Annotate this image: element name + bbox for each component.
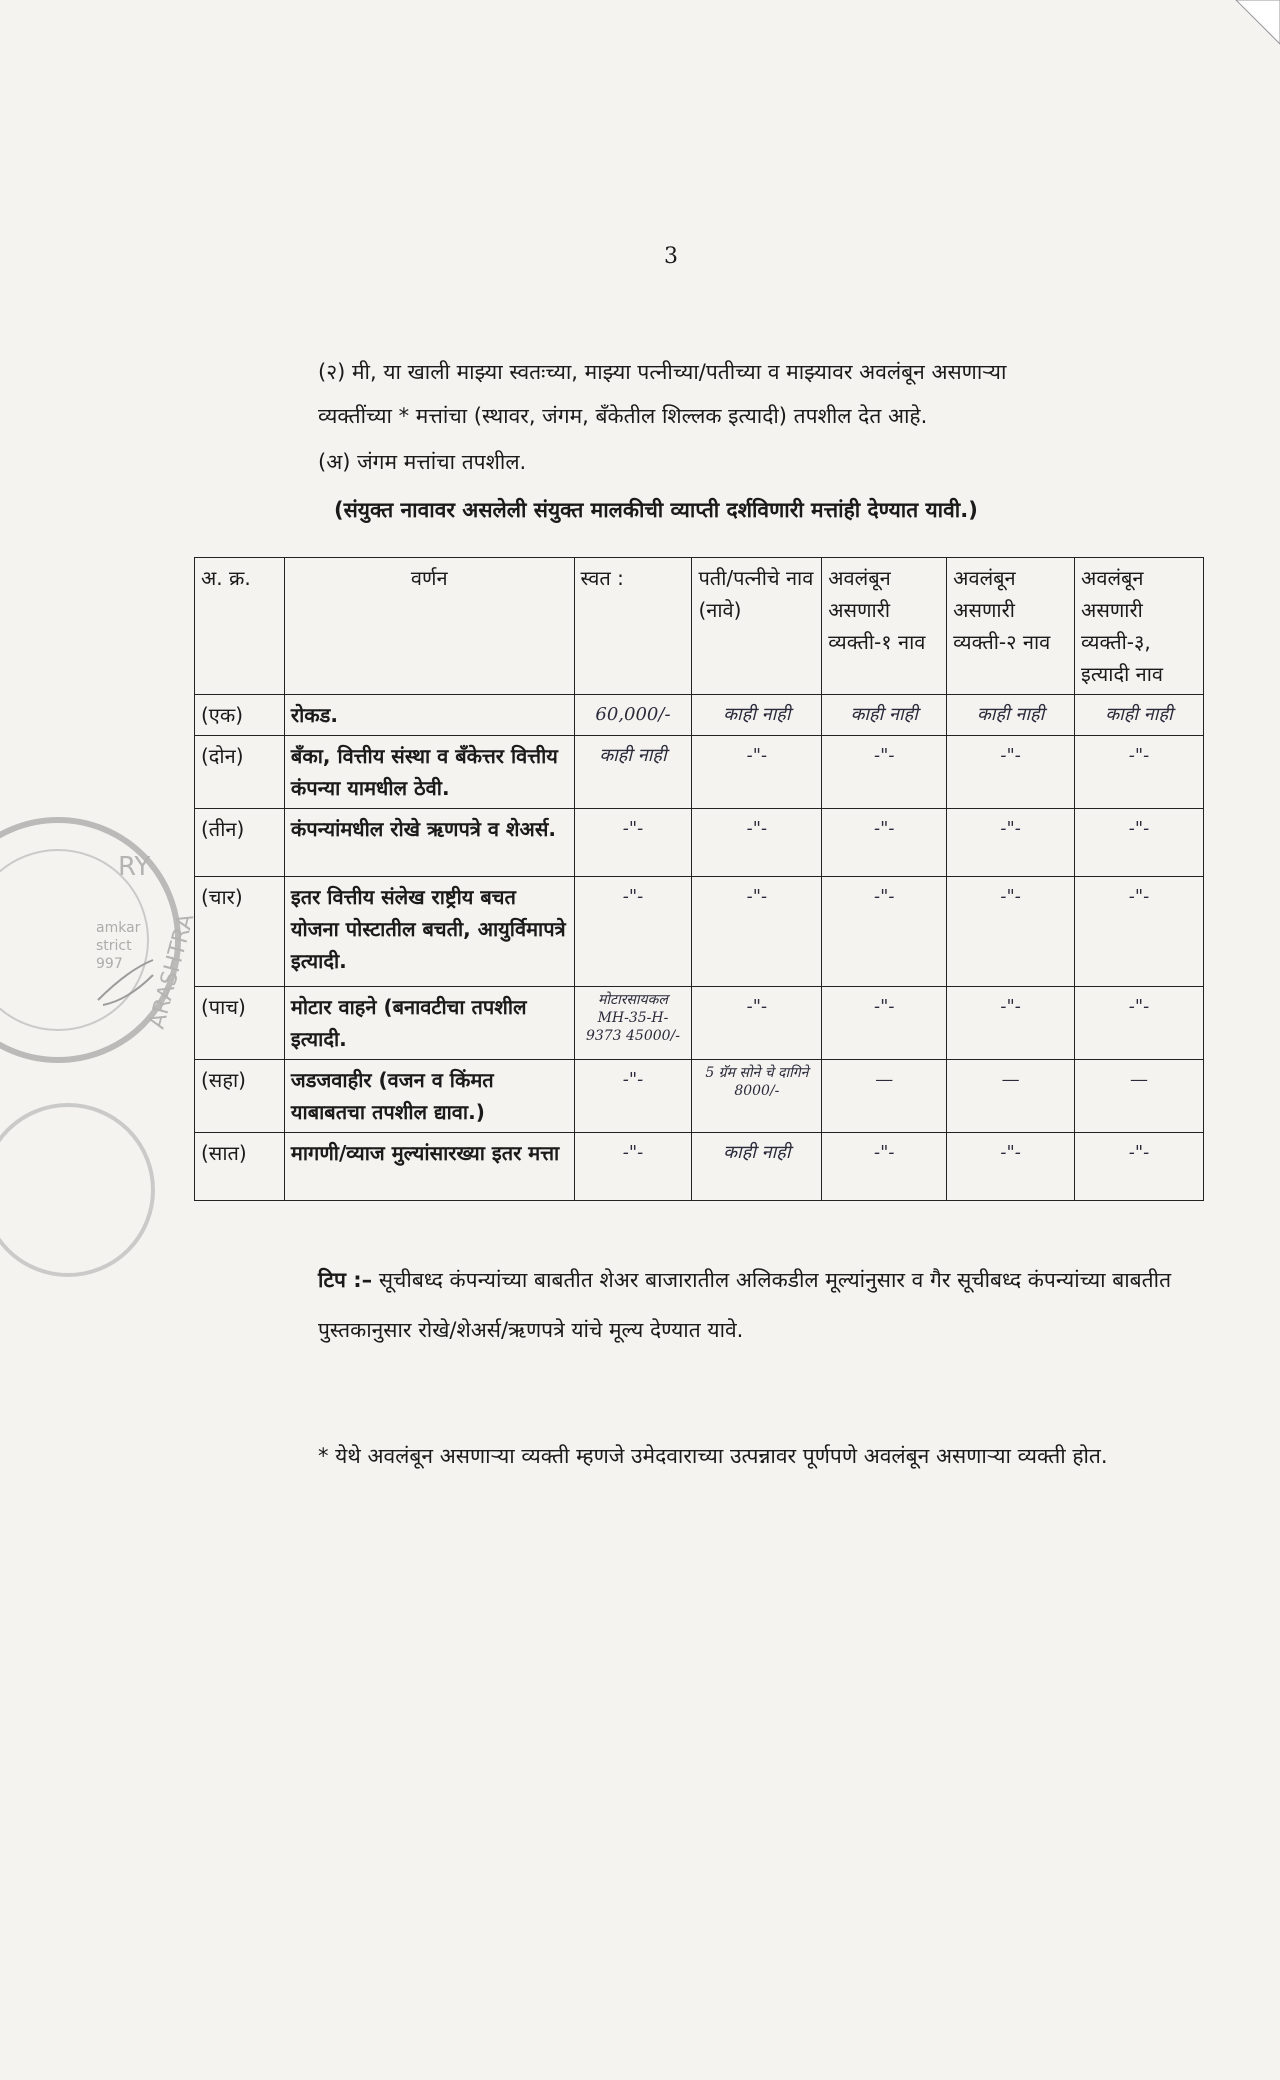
footnote: * येथे अवलंबून असणाऱ्या व्यक्ती म्हणजे उमेदवाराच्या उत्पन्नावर पूर्णपणे अवलंबून असणाऱ्या व्यक्ती होत. [318,1444,1108,1468]
row-dep3-value: -"- [1075,877,1204,987]
row-dep3-value: -"- [1075,987,1204,1060]
row-description: जडजवाहीर (वजन व किंमत याबाबतचा तपशील द्यावा.) [284,1060,574,1133]
row-dep2-value: -"- [947,1133,1075,1201]
folded-corner [1236,0,1280,44]
row-dep1-value: -"- [822,1133,947,1201]
row-dep1-value: — [822,1060,947,1133]
stamp-line-1: amkar [96,920,141,936]
row-spouse-value: काही नाही [692,1133,822,1201]
row-spouse-value: काही नाही [692,695,822,736]
row-dep3-value: -"- [1075,1133,1204,1201]
row-description: रोकड. [284,695,574,736]
header-dependent-2: अवलंबून असणारी व्यक्ती-२ नाव [947,558,1075,695]
intro-line-1: (२) मी, या खाली माझ्या स्वतःच्या, माझ्या पत्नीच्या/पतीच्या व माझ्यावर अवलंबून असणाऱ्या [318,360,1007,384]
table-row [195,1133,1204,1201]
table-row [195,695,1204,736]
row-description: इतर वित्तीय संलेख राष्ट्रीय बचत योजना पोस्टातील बचती, आयुर्विमापत्रे इत्यादी. [284,877,574,987]
header-dependent-3: अवलंबून असणारी व्यक्ती-३, इत्यादी नाव [1075,558,1204,695]
table-row [195,809,1204,877]
row-spouse-value: -"- [692,987,822,1060]
table-header-row [195,558,1204,695]
table-row [195,987,1204,1060]
stamp-line-2: strict [96,938,132,954]
row-dep2-value: — [947,1060,1075,1133]
tip-note [318,1255,1218,1355]
header-spouse: पती/पत्नीचे नाव (नावे) [692,558,822,695]
row-dep3-value: — [1075,1060,1204,1133]
movable-assets-table [194,557,1204,1201]
intro-line-2: व्यक्तींच्या * मत्तांचा (स्थावर, जंगम, बँकेतील शिल्लक इत्यादी) तपशील देत आहे. [318,404,928,428]
tip-text: सूचीबध्द कंपन्यांच्या बाबतीत शेअर बाजारातील अलिकडील मूल्यांनुसार व गैर सूचीबध्द कंपन्यांच्या बाबतीत पुस्तकानुसार रोखे/शेअर्स/ऋणपत्रे यांचे मूल्य देण्यात यावे. [318,1268,1172,1342]
stamp-text-side: ARASHTRA [144,911,200,1032]
row-dep2-value: -"- [947,809,1075,877]
row-dep3-value: काही नाही [1075,695,1204,736]
row-dep1-value: -"- [822,736,947,809]
row-self-value: 60,000/- [574,695,692,736]
official-stamp [8,800,200,1280]
row-serial: (पाच) [195,987,285,1060]
row-dep2-value: -"- [947,987,1075,1060]
row-self-value: -"- [574,1133,692,1201]
row-description: बँका, वित्तीय संस्था व बँकेत्तर वित्तीय कंपन्या यामधील ठेवी. [284,736,574,809]
header-self: स्वत : [574,558,692,695]
row-self-value: -"- [574,809,692,877]
row-dep3-value: -"- [1075,736,1204,809]
header-description: वर्णन [284,558,574,695]
row-self-value: मोटारसायकल MH-35-H-9373 45000/- [574,987,692,1060]
row-serial: (एक) [195,695,285,736]
row-description: कंपन्यांमधील रोखे ऋणपत्रे व शेअर्स. [284,809,574,877]
header-serial: अ. क्र. [195,558,285,695]
intro-paragraph [318,350,1218,438]
row-serial: (चार) [195,877,285,987]
row-self-value: -"- [574,877,692,987]
stamp-text-top: RY [118,852,151,882]
table-row [195,877,1204,987]
row-spouse-value: -"- [692,809,822,877]
row-serial: (दोन) [195,736,285,809]
row-dep1-value: -"- [822,809,947,877]
table-row [195,736,1204,809]
row-dep3-value: -"- [1075,809,1204,877]
row-dep1-value: -"- [822,987,947,1060]
row-dep1-value: -"- [822,877,947,987]
row-dep2-value: -"- [947,877,1075,987]
row-dep2-value: काही नाही [947,695,1075,736]
sub-heading-movable-assets: (अ) जंगम मत्तांचा तपशील. [318,450,527,474]
row-serial: (सात) [195,1133,285,1201]
row-spouse-value: -"- [692,877,822,987]
row-dep1-value: काही नाही [822,695,947,736]
row-serial: (तीन) [195,809,285,877]
stamp-line-3: 997 [96,956,123,972]
row-self-value: -"- [574,1060,692,1133]
row-description: मागणी/व्याज मुल्यांसारख्या इतर मत्ता [284,1133,574,1201]
table-row [195,1060,1204,1133]
row-self-value: काही नाही [574,736,692,809]
page-number: 3 [664,244,678,269]
header-dependent-1: अवलंबून असणारी व्यक्ती-१ नाव [822,558,947,695]
joint-ownership-note: (संयुक्त नावावर असलेली संयुक्त मालकीची व्याप्ती दर्शविणारी मत्तांही देण्यात यावी.) [334,498,978,522]
row-serial: (सहा) [195,1060,285,1133]
row-dep2-value: -"- [947,736,1075,809]
row-spouse-value: -"- [692,736,822,809]
tip-label: टिप :– [318,1268,373,1292]
row-description: मोटार वाहने (बनावटीचा तपशील इत्यादी. [284,987,574,1060]
row-spouse-value: 5 ग्रॅम सोने चे दागिने 8000/- [692,1060,822,1133]
